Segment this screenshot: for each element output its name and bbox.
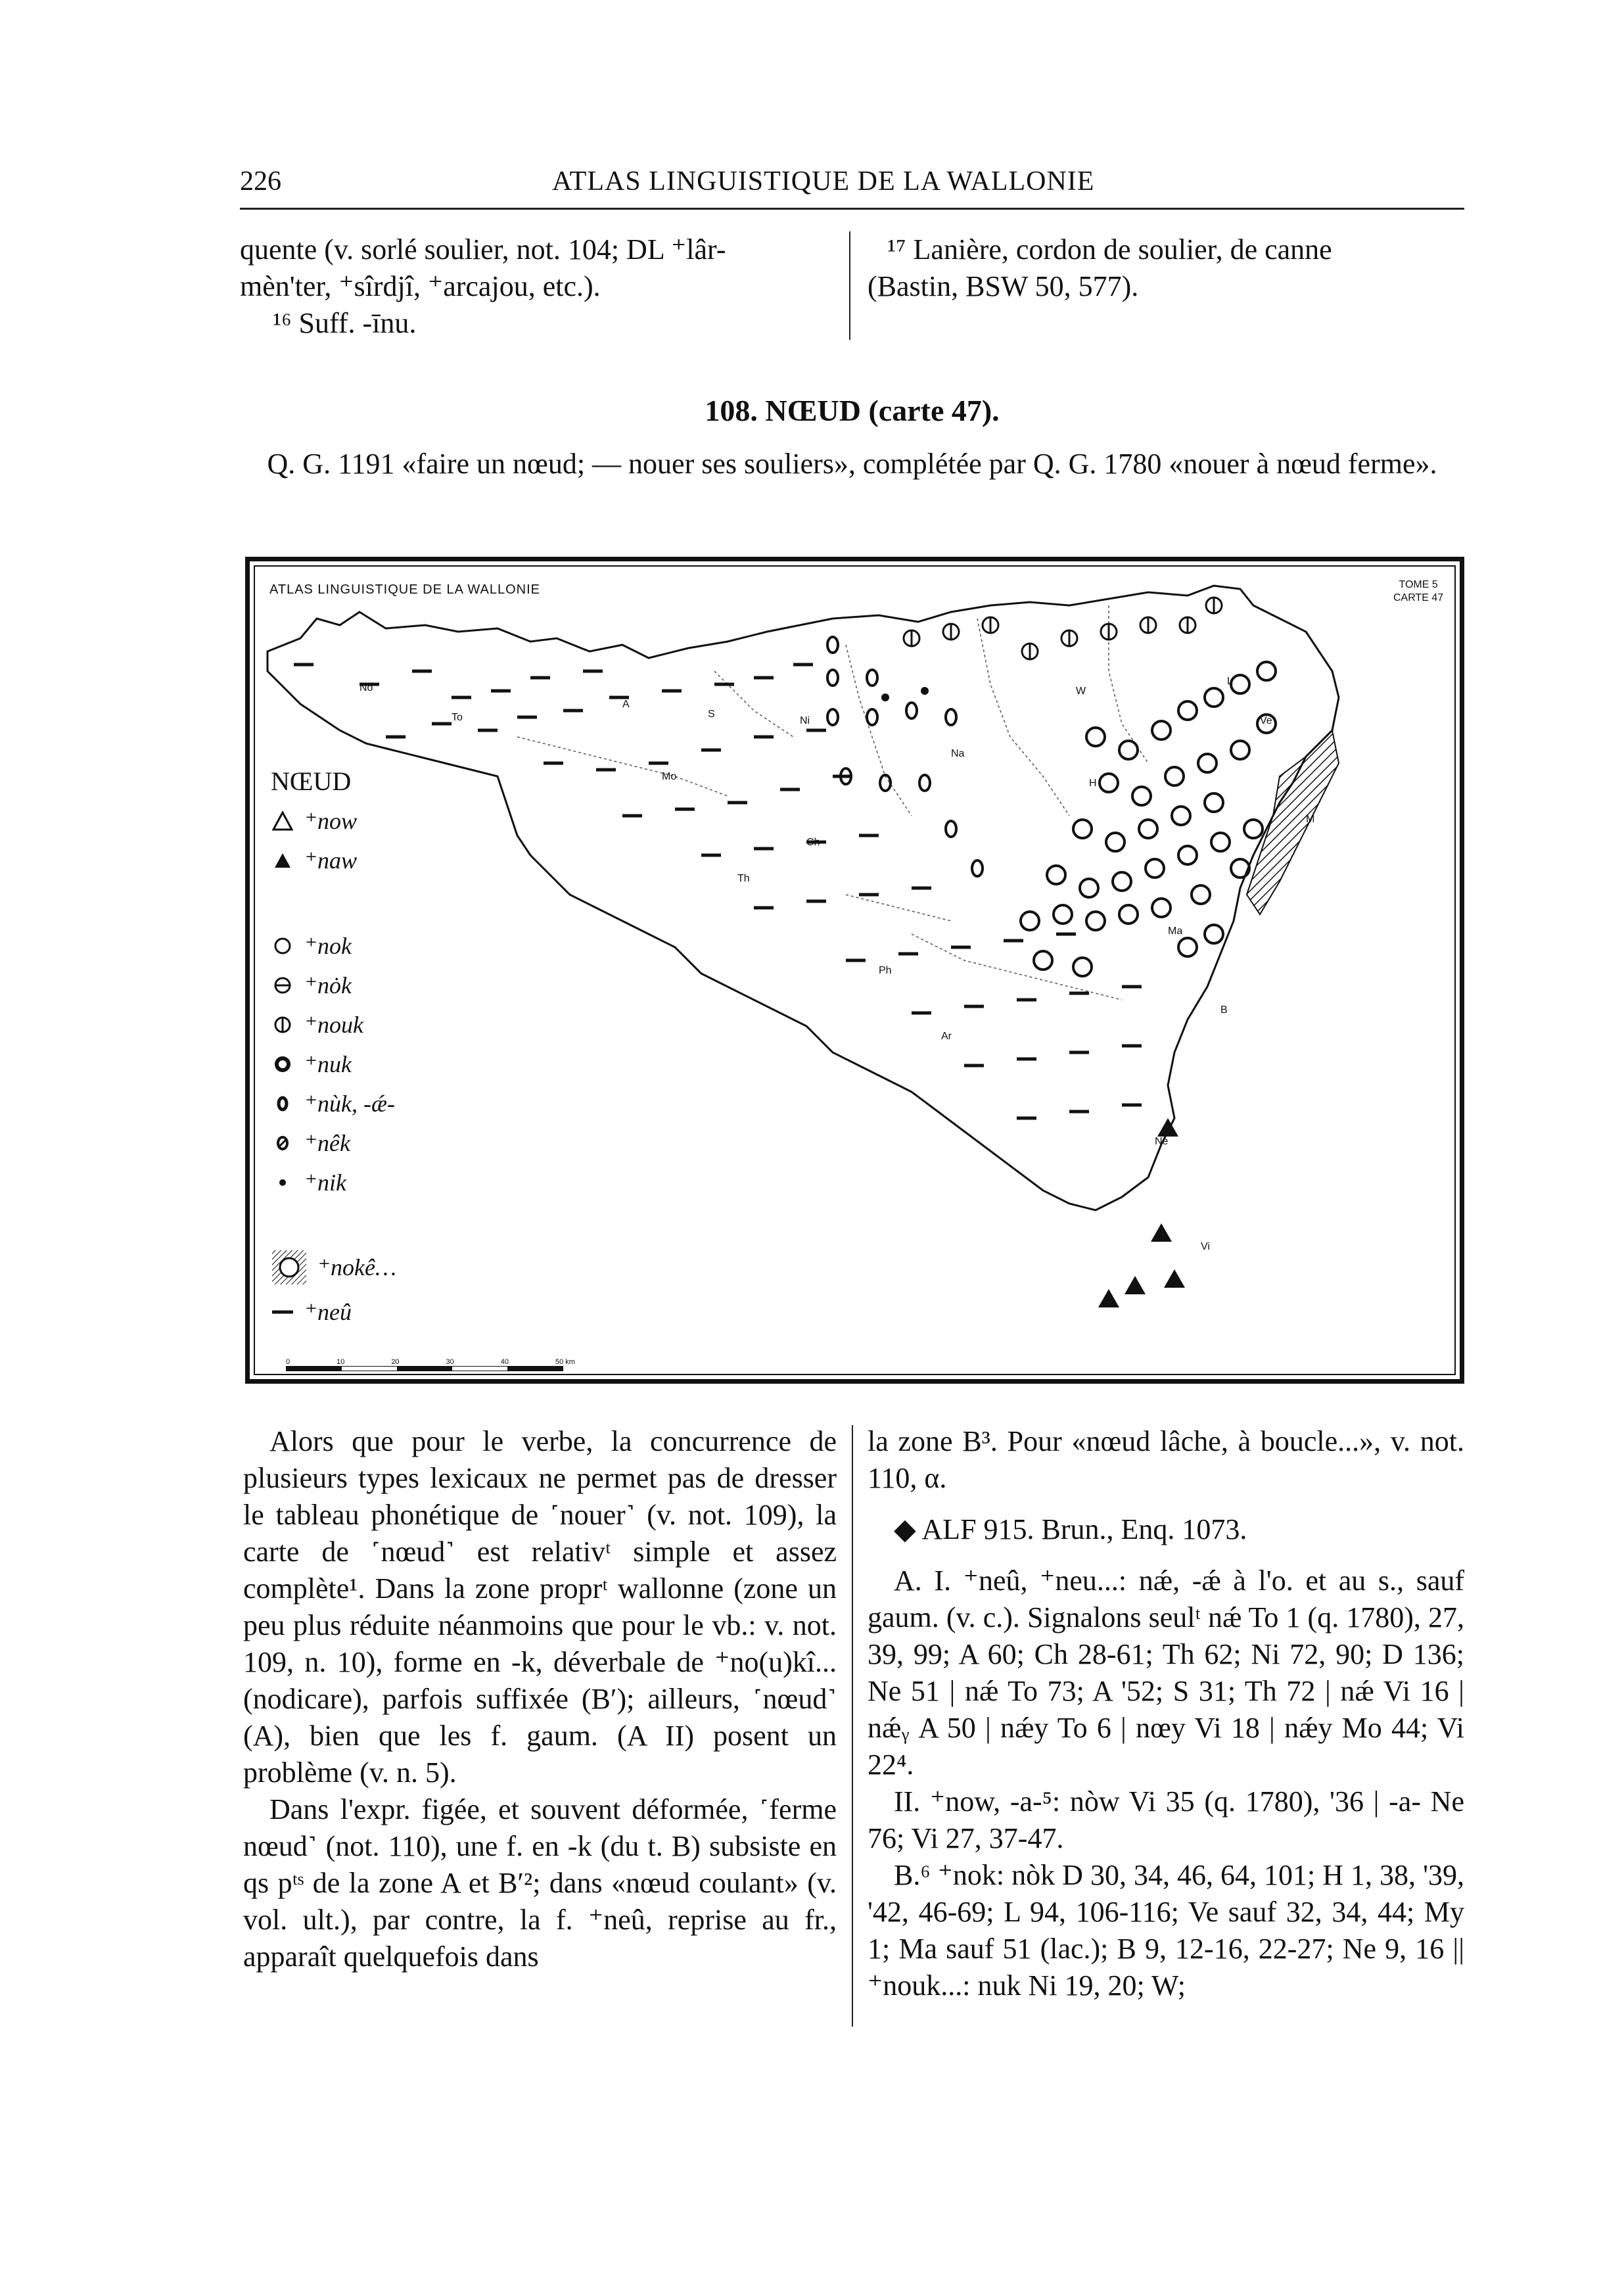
dot-icon <box>271 1171 294 1194</box>
hatched-circle-icon <box>271 1249 308 1286</box>
label-ve: Ve <box>1260 715 1272 726</box>
legend-label: ⁺nouk <box>305 1012 363 1038</box>
legend-item <box>271 807 357 835</box>
footnote-left <box>240 231 864 342</box>
label-w: W <box>1076 686 1086 697</box>
scale-label: 50 km <box>555 1358 575 1366</box>
page-number: 226 <box>240 166 281 197</box>
legend-label: ⁺nêk <box>305 1130 350 1156</box>
body-paragraph: B.⁶ ⁺nok: nòk D 30, 34, 46, 64, 101; H 1, 38, '39, '42, 46-69; L 94, 106-116; Ve sauf 32, 34, 44; My 1; Ma sauf 51 (lac.); B 9, 12-16, 22-27; Ne 9, 16 || ⁺nouk...: nuk Ni 19, 20; W; <box>868 1859 1464 2002</box>
dash-markers <box>294 665 1142 1118</box>
map-tome-label: TOME 5 <box>1399 579 1438 590</box>
footnote-separator <box>849 231 850 340</box>
label-vi: Vi <box>1201 1241 1210 1252</box>
footnote-right-line: ¹⁷ Lanière, cordon de soulier, de canne <box>887 233 1332 266</box>
scale-label: 10 <box>336 1358 345 1366</box>
legend-item <box>271 1011 363 1039</box>
body-paragraph: II. ⁺now, -a-⁵: nòw Vi 35 (q. 1780), '36 | -a- Ne 76; Vi 27, 37-47. <box>868 1785 1464 1854</box>
legend-label: ⁺naw <box>305 847 358 874</box>
label-mo: Mo <box>662 771 677 782</box>
column-separator <box>852 1425 853 2027</box>
legend-item <box>271 1249 396 1286</box>
legend-label: ⁺neû <box>305 1299 352 1325</box>
scale-labels <box>286 1358 575 1366</box>
legend-item <box>271 932 352 960</box>
label-h: H <box>1089 778 1097 789</box>
label-th: Th <box>737 873 750 884</box>
scale-bar <box>286 1358 575 1371</box>
triangle-filled-icon <box>271 849 294 872</box>
legend-item <box>271 972 352 999</box>
legend-label: ⁺nuk <box>305 1051 352 1077</box>
dot-markers <box>881 687 929 701</box>
footnote-left-line: quente (v. sorlé soulier, not. 104; DL ⁺lâr- <box>240 233 726 266</box>
legend-item <box>271 1298 352 1326</box>
legend-label: ⁺nȯk <box>305 972 352 999</box>
body-column-left <box>243 1423 837 1975</box>
footnote-left-line: ¹⁶ Suff. -īnu. <box>273 307 417 339</box>
body-paragraph: ◆ ALF 915. Brun., Enq. 1073. <box>894 1513 1247 1545</box>
label-ph: Ph <box>879 965 892 976</box>
running-title: ATLAS LINGUISTIQUE DE LA WALLONIE <box>552 166 1095 197</box>
circle-outline-icon <box>271 934 294 958</box>
label-s: S <box>708 709 715 720</box>
legend-item <box>271 1129 350 1157</box>
label-na: Na <box>951 748 965 759</box>
triangle-markers <box>1098 1118 1185 1307</box>
circle-bar-icon <box>271 974 294 997</box>
map-svg <box>254 566 1455 1374</box>
body-paragraph: Dans l'expr. figée, et souvent déformée, ˹ferme nœud˺ (not. 110), une f. en -k (du t. B) subsiste en qs pᵗˢ de la zone A et B′²; dans «nœud coulant» (v. vol. ult.), par contre, la f. ⁺neû, reprise au fr., apparaît quelquefois dans <box>243 1793 837 1973</box>
legend-label: ⁺now <box>305 808 358 834</box>
scale-label: 0 <box>286 1358 290 1366</box>
label-ar: Ar <box>941 1031 952 1042</box>
legend-item <box>271 1090 395 1117</box>
footnote-left-line: mèn'ter, ⁺sîrdjî, ⁺arcajou, etc.). <box>240 270 601 302</box>
legend-item <box>271 1050 352 1078</box>
map-header: ATLAS LINGUISTIQUE DE LA WALLONIE <box>269 582 540 597</box>
circle-vertical-markers <box>904 598 1222 659</box>
label-ne: Ne <box>1155 1136 1169 1147</box>
region-outline <box>267 586 1339 1210</box>
footnote-right-line: (Bastin, BSW 50, 577). <box>868 270 1139 302</box>
label-ni: Ni <box>800 715 810 726</box>
label-b: B <box>1220 1004 1228 1016</box>
triangle-outline-icon <box>271 809 294 833</box>
legend-label: ⁺nokê… <box>318 1254 396 1280</box>
legend-label: ⁺nok <box>305 933 352 959</box>
internal-boundary <box>517 605 1148 1000</box>
scale-label: 40 <box>500 1358 509 1366</box>
circle-markers <box>1021 662 1276 976</box>
scale-bar-graphic <box>286 1366 563 1371</box>
label-a: A <box>622 699 630 710</box>
label-no: No <box>360 682 373 693</box>
oval-slash-icon <box>271 1131 294 1155</box>
label-m: M <box>1306 814 1315 825</box>
legend-label: ⁺nùk, -ǽ- <box>305 1091 395 1117</box>
header-rule <box>240 208 1464 210</box>
body-paragraph: Alors que pour le verbe, la concurrence de plusieurs types lexicaux ne permet pas de dresser le tableau phonétique de ˹nouer˺ (v. not. 109), la carte de ˹nœud˺ est relativᵗ simple et assez complète¹. Dans la zone proprᵗ wallonne (zone un peu plus réduite néanmoins que pour le vb.: v. not. 109, n. 10), forme en -k, déverbale de ⁺no(u)kî... (nodicare), parfois suffixée (B′); ailleurs, ˹nœud˺ (A), bien que les f. gaum. (A II) posent un problème (v. n. 5). <box>243 1425 837 1789</box>
map-carte-label: CARTE 47 <box>1393 592 1444 603</box>
label-ch: Ch <box>806 837 820 848</box>
oval-bold-icon <box>271 1092 294 1116</box>
footnote-right <box>868 231 1464 305</box>
legend-label: ⁺nik <box>305 1169 346 1196</box>
label-l: L <box>1227 676 1233 687</box>
legend-item <box>271 847 357 874</box>
scale-label: 30 <box>446 1358 454 1366</box>
dash-icon <box>271 1300 294 1324</box>
section-question: Q. G. 1191 «faire un nœud; — nouer ses souliers», complétée par Q. G. 1780 «nouer à nœud ferme». <box>267 448 1437 480</box>
scale-label: 20 <box>391 1358 400 1366</box>
legend-title: NŒUD <box>271 766 352 796</box>
section-title: 108. NŒUD (carte 47). <box>705 394 1000 427</box>
body-column-right <box>868 1423 1464 2004</box>
body-paragraph: la zone B³. Pour «nœud lâche, à boucle...», v. not. 110, α. <box>868 1425 1464 1494</box>
circle-vertical-icon <box>271 1013 294 1037</box>
label-ma: Ma <box>1168 926 1183 937</box>
legend-item <box>271 1169 346 1196</box>
body-paragraph: A. I. ⁺neû, ⁺neu...: nǽ, -ǽ à l'o. et au s., sauf gaum. (v. c.). Signalons seulᵗ nǽ To 1 (q. 1780), 27, 39, 99; A 60; Ch 28-61; Th 62; Ni 72, 90; D 136; Ne 51 | nǽ To 73; A '52; S 31; Th 72 | nǽ Vi 16 | nǽᵧ A 50 | nǽy To 6 | nœy Vi 18 | nǽy Mo 44; Vi 22⁴. <box>868 1564 1464 1781</box>
label-to: To <box>452 712 463 723</box>
circle-thick-icon <box>271 1052 294 1076</box>
